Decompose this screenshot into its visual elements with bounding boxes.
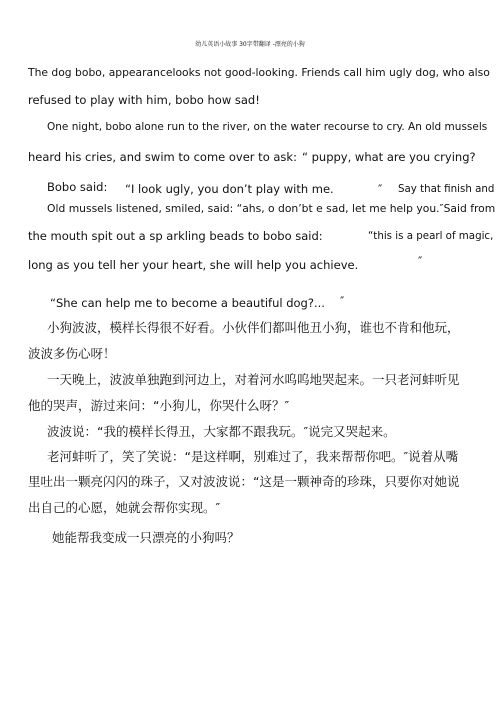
en-paragraph-3-quote: “I look ugly, you don’t play with me. <box>125 182 334 196</box>
zh-paragraph-4-line-1: 老河蚌听了，笑了笑说：“是这样啊，别难过了，我来帮帮你吧。″说着从嘴 <box>47 449 459 464</box>
zh-paragraph-2-line-2: 他的哭声，游过来问：“小狗儿，你哭什么呀？″ <box>28 398 290 413</box>
en-paragraph-4-line-1: Old mussels listened, smiled, said: “ahs, o don’bt e sad, let me help you.″Said from <box>47 202 496 215</box>
en-paragraph-4-line-2: the mouth spit out a sp arkling beads to bobo said: <box>28 229 323 243</box>
en-paragraph-3-close-quote: ″ <box>378 182 383 196</box>
en-paragraph-1-line-2: refused to play with him, bobo how sad! <box>28 93 260 107</box>
en-paragraph-4-close-quote: ″ <box>418 254 423 268</box>
en-paragraph-3-tail: Say that finish and <box>398 183 495 195</box>
zh-paragraph-4-line-2: 里吐出一颗亮闪闪的珠子，又对波波说：“这是一颗神奇的珍珠，只要你对她说 <box>28 474 460 489</box>
en-paragraph-3-speaker: Bobo said: <box>47 180 108 194</box>
zh-paragraph-3: 波波说：“我的模样长得丑，大家都不跟我玩。″说完又哭起来。 <box>47 424 396 439</box>
en-paragraph-2-quote: “ puppy, what are you crying? <box>302 150 476 164</box>
en-paragraph-5-quote: “She can help me to become a beautiful dog?... <box>50 296 325 310</box>
document-title: 幼儿英语小故事 30字带翻译 -漂亮的小狗 <box>195 41 305 48</box>
zh-paragraph-1-line-2: 波波多伤心呀！ <box>28 346 116 361</box>
zh-paragraph-5: 她能帮我变成一只漂亮的小狗吗？ <box>52 530 240 545</box>
en-paragraph-4-quote: “this is a pearl of magic, <box>368 230 494 242</box>
zh-paragraph-1-line-1: 小狗波波，模样长得很不好看。小伙伴们都叫他丑小狗，谁也不肯和他玩， <box>47 320 460 335</box>
zh-paragraph-2-line-1: 一天晚上，波波单独跑到河边上，对着河水呜呜地哭起来。一只老河蚌听见 <box>47 372 460 387</box>
en-paragraph-4-line-3: long as you tell her your heart, she will help you achieve. <box>28 258 359 272</box>
en-paragraph-2-line-1: One night, bobo alone run to the river, on the water recourse to cry. An old mussels <box>47 121 488 133</box>
zh-paragraph-4-line-3: 出自己的心愿，她就会帮你实现。″ <box>28 500 221 515</box>
en-paragraph-5-close-quote: ″ <box>340 294 345 308</box>
en-paragraph-2-line-2: heard his cries, and swim to come over to ask: <box>28 150 297 164</box>
en-paragraph-1-line-1: The dog bobo, appearancelooks not good-looking. Friends call him ugly dog, who also <box>28 66 490 79</box>
